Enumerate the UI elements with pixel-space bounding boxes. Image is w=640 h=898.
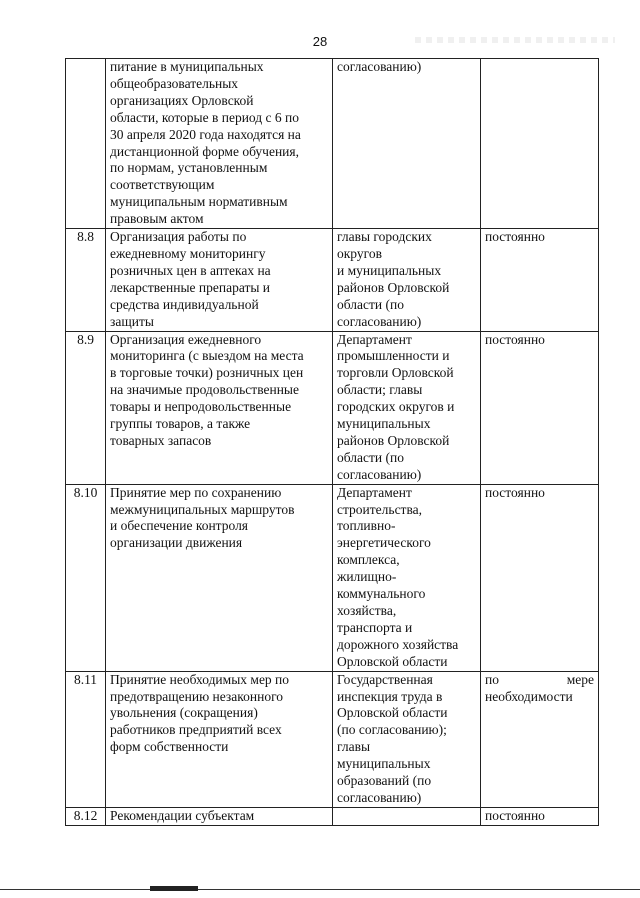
- measure-line: правовым актом: [110, 211, 204, 227]
- executor-line: Государственная: [337, 671, 433, 687]
- measure-line: форм собственности: [110, 739, 229, 755]
- executor-line: топливно-: [337, 518, 396, 534]
- row-number: 8.9: [66, 331, 106, 484]
- executor-line: строительства,: [337, 501, 423, 517]
- measure-line: соответствующим: [110, 177, 215, 193]
- measure-line: по нормам, установленным: [110, 160, 268, 176]
- measure-cell: [106, 807, 333, 825]
- row-number: [66, 59, 106, 229]
- measures-table: [65, 58, 599, 826]
- executor-cell: [333, 331, 481, 484]
- measure-line: товарных запасов: [110, 432, 212, 448]
- executor-line: дорожного хозяйства: [337, 636, 459, 652]
- executor-cell: [333, 229, 481, 331]
- executor-line: (по согласованию);: [337, 722, 447, 738]
- executor-line: Орловской области: [337, 653, 448, 669]
- executor-line: комплекса,: [337, 552, 400, 568]
- measure-line: предотвращению незаконного: [110, 688, 284, 704]
- executor-line: районов Орловской: [337, 279, 450, 295]
- executor-line: муниципальных: [337, 416, 431, 432]
- executor-line: округов: [337, 245, 382, 261]
- executor-line: районов Орловской: [337, 432, 450, 448]
- measure-line: общеобразовательных: [110, 75, 239, 91]
- measure-line: в торговые точки) розничных цен: [110, 365, 304, 381]
- measure-line: Принятие необходимых мер по: [110, 671, 290, 687]
- table-row: [66, 229, 599, 331]
- scan-mark: [150, 886, 198, 891]
- table-row: [66, 331, 599, 484]
- table-row: [66, 59, 599, 229]
- measure-line: работников предприятий всех: [110, 722, 282, 738]
- row-number: 8.12: [66, 807, 106, 825]
- executor-line: согласованию): [337, 789, 422, 805]
- row-number: 8.10: [66, 484, 106, 671]
- term-cell: постоянно: [481, 331, 599, 484]
- row-number: 8.8: [66, 229, 106, 331]
- executor-line: и муниципальных: [337, 262, 442, 278]
- executor-line: Орловской области: [337, 705, 448, 721]
- measure-line: лекарственные препараты и: [110, 279, 271, 295]
- measure-line: мониторинга (с выездом на места: [110, 348, 304, 364]
- page-bottom-rule: [0, 889, 640, 890]
- measure-line: межмуниципальных маршрутов: [110, 501, 295, 517]
- executor-line: согласованию): [337, 59, 422, 74]
- measure-cell: [106, 331, 333, 484]
- executor-line: главы городских: [337, 229, 432, 245]
- executor-line: муниципальных: [337, 756, 431, 772]
- executor-line: области; главы: [337, 382, 423, 398]
- measure-line: на значимые продовольственные: [110, 382, 299, 398]
- measure-line: розничных цен в аптеках на: [110, 262, 271, 278]
- measure-cell: [106, 229, 333, 331]
- measure-line: и обеспечение контроля: [110, 518, 249, 534]
- term-word: мере: [566, 671, 594, 687]
- executor-cell: [333, 59, 481, 229]
- measure-line: товары и непродовольственные: [110, 399, 292, 415]
- executor-line: коммунального: [337, 586, 426, 602]
- term-cell: постоянно: [481, 807, 599, 825]
- measure-line: увольнения (сокращения): [110, 705, 258, 721]
- executor-cell: [333, 807, 481, 825]
- measure-line: Рекомендации субъектам: [110, 807, 255, 823]
- measure-line: области, которые в период с 6 по: [110, 109, 299, 125]
- measure-cell: [106, 484, 333, 671]
- executor-line: городских округов и: [337, 399, 455, 415]
- measure-line: Организация ежедневного: [110, 331, 262, 347]
- term-word: по: [485, 671, 499, 687]
- table-row: [66, 671, 599, 807]
- page-number: 28: [312, 34, 328, 49]
- term-cell: постоянно: [481, 484, 599, 671]
- measure-line: муниципальным нормативным: [110, 194, 288, 210]
- scan-artifact: [415, 37, 615, 43]
- measure-line: 30 апреля 2020 года находятся на: [110, 126, 301, 142]
- executor-line: главы: [337, 739, 371, 755]
- term-line: [485, 672, 594, 689]
- row-number: 8.11: [66, 671, 106, 807]
- executor-line: согласованию): [337, 466, 422, 482]
- measure-cell: [106, 671, 333, 807]
- term-line: необходимости: [485, 688, 573, 704]
- measure-line: средства индивидуальной: [110, 296, 259, 312]
- executor-line: энергетического: [337, 535, 431, 551]
- executor-line: промышленности и: [337, 348, 450, 364]
- measure-line: группы товаров, а также: [110, 416, 251, 432]
- table-row: [66, 484, 599, 671]
- measure-line: организациях Орловской: [110, 92, 254, 108]
- executor-line: инспекция труда в: [337, 688, 443, 704]
- term-cell: постоянно: [481, 229, 599, 331]
- term-cell: [481, 59, 599, 229]
- measure-line: ежедневному мониторингу: [110, 245, 266, 261]
- term-cell: [481, 671, 599, 807]
- measure-line: организации движения: [110, 535, 243, 551]
- measure-line: Организация работы по: [110, 229, 247, 245]
- executor-cell: [333, 671, 481, 807]
- executor-line: транспорта и: [337, 619, 413, 635]
- executor-line: Департамент: [337, 484, 412, 500]
- measure-line: защиты: [110, 313, 154, 329]
- executor-cell: [333, 484, 481, 671]
- measure-line: питание в муниципальных: [110, 59, 264, 74]
- executor-line: образований (по: [337, 773, 432, 789]
- measure-cell: [106, 59, 333, 229]
- executor-line: области (по: [337, 296, 404, 312]
- measure-line: Принятие мер по сохранению: [110, 484, 282, 500]
- executor-line: Департамент: [337, 331, 412, 347]
- executor-line: согласованию): [337, 313, 422, 329]
- measure-line: дистанционной форме обучения,: [110, 143, 299, 159]
- table-row: [66, 807, 599, 825]
- executor-line: торговли Орловской: [337, 365, 454, 381]
- executor-line: хозяйства,: [337, 603, 397, 618]
- executor-line: области (по: [337, 449, 404, 465]
- executor-line: жилищно-: [337, 569, 397, 585]
